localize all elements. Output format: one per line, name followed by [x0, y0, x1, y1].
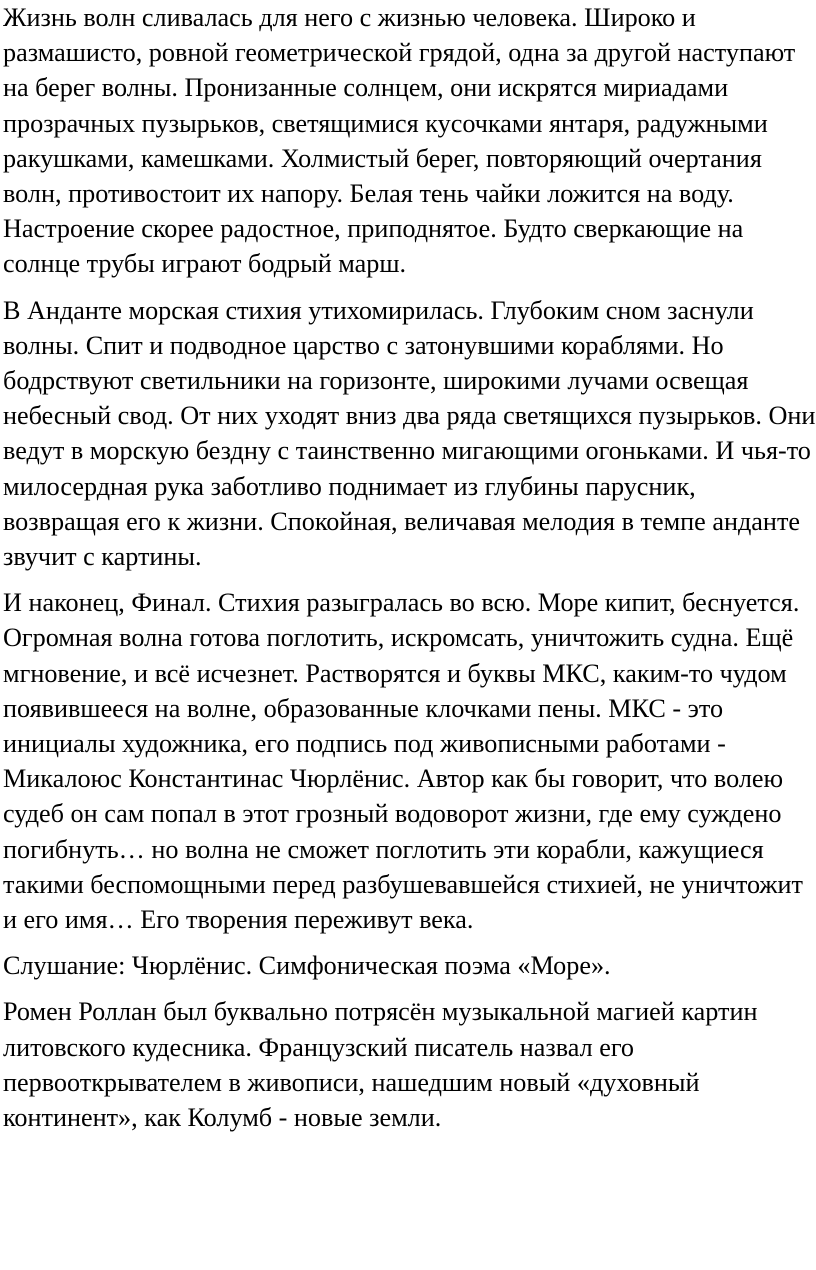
paragraph-listening: Слушание: Чюрлёнис. Симфоническая поэма «Море». [3, 951, 611, 981]
paragraph-romain-rolland: Ромен Роллан был буквально потрясён музыкальной магией картин литовского кудесника. Французский писатель назвал его первооткрывателем в живописи, нашедшим новый «духовный континент», как Колумб - новые земли. [3, 997, 758, 1133]
paragraph-andante: В Анданте морская стихия утихомирилась. Глубоким сном заснули волны. Спит и подводное царство с затонувшими кораблями. Но бодрствуют светильники на горизонте, широкими лучами освещая небесный свод. От них уходят вниз два ряда светящихся пузырьков. Они ведут в морскую бездну с таинственно мигающими огоньками. И чья-то милосердная рука заботливо поднимает из глубины парусник, возвращая его к жизни. Спокойная, величавая мелодия в темпе анданте звучит с картины. [3, 295, 816, 572]
paragraph-finale: И наконец, Финал. Стихия разыгралась во всю. Море кипит, беснуется. Огромная волна готова поглотить, искромсать, уничтожить судна. Ещё мгновение, и всё исчезнет. Растворятся и буквы МКС, каким-то чудом появившееся на волне, образованные клочками пены. МКС - это инициалы художника, его подпись под живописными работами - Микалоюс Константинас Чюрлёнис. Автор как бы говорит, что волею судеб он сам попал в этот грозный водоворот жизни, где ему суждено погибнуть… но волна не сможет поглотить эти корабли, кажущиеся такими беспомощными перед разбушевавшейся стихией, не уничтожит и его имя… Его творения переживут века. [3, 588, 803, 935]
paragraph-waves: Жизнь волн сливалась для него с жизнью человека. Широко и размашисто, ровной геометрической грядой, одна за другой наступают на берег волны. Пронизанные солнцем, они искрятся мириадами прозрачных пузырьков, светящимися кусочками янтаря, радужными ракушками, камешками. Холмистый берег, повторяющий очертания волн, противостоит их напору. Белая тень чайки ложится на воду. Настроение скорее радостное, приподнятое. Будто сверкающие на солнце трубы играют бодрый марш. [3, 3, 796, 279]
